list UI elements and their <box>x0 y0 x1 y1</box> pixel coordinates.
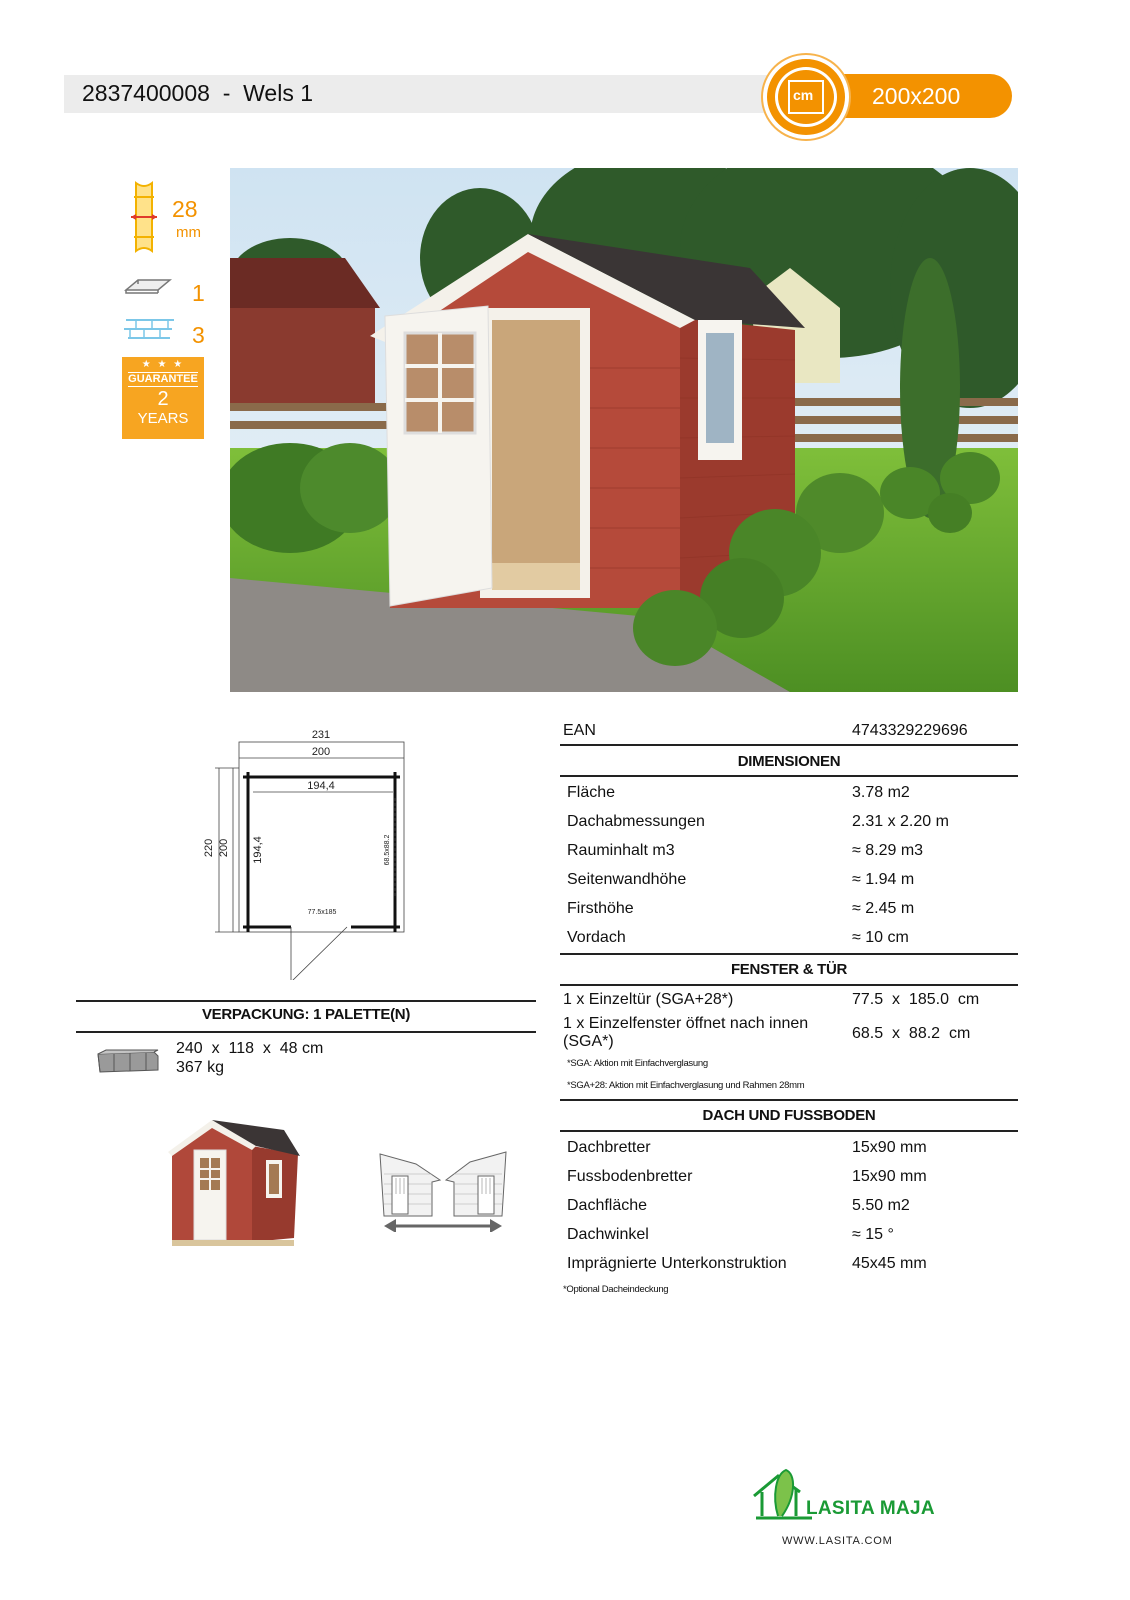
pallet-icon <box>94 1048 160 1074</box>
dimension-value: 3.78 m2 <box>852 784 910 801</box>
packaging-title: VERPACKUNG: 1 PALETTE(N) <box>201 1006 411 1023</box>
table-rule <box>560 744 1018 746</box>
dimension-value: ≈ 10 cm <box>852 929 909 946</box>
roof-shingle-icon <box>124 316 176 342</box>
roof-label: Dachfläche <box>567 1197 648 1214</box>
table-rule <box>560 953 1018 955</box>
roof-label: Imprägnierte Unterkonstruktion <box>567 1255 787 1272</box>
roof-label: Dachwinkel <box>567 1226 649 1243</box>
door-count: 1 <box>192 280 205 306</box>
floorplan-room-depth: 194,4 <box>252 836 264 864</box>
roof-value: ≈ 15 ° <box>852 1226 894 1243</box>
wall-thickness-value: 28 <box>172 196 198 222</box>
floorplan-inner-depth: 200 <box>218 838 230 858</box>
openings-title: FENSTER & TÜR <box>730 961 848 978</box>
packaging-weight: 367 kg <box>176 1059 225 1076</box>
floorplan-outer-width: 231 <box>311 729 331 741</box>
product-photo <box>230 168 1018 692</box>
guarantee-badge <box>122 357 204 439</box>
brand-url[interactable]: WWW.LASITA.COM <box>782 1535 893 1547</box>
dimensions-title: DIMENSIONEN <box>737 753 841 770</box>
note-sga28: *SGA+28: Aktion mit Einfachverglasung und Rahmen 28mm <box>567 1080 805 1091</box>
size-icon-text: cm <box>793 87 814 103</box>
note-roofing: *Optional Dacheindeckung <box>563 1284 669 1295</box>
table-rule <box>560 1130 1018 1132</box>
floorplan-diagram <box>195 720 425 980</box>
shed-thumbnail <box>168 1118 303 1248</box>
dimension-label: Firsthöhe <box>567 900 634 917</box>
guarantee-years: 2 <box>157 388 169 410</box>
window-spec-label-2: (SGA*) <box>563 1033 614 1050</box>
dimension-label: Seitenwandhöhe <box>567 871 687 888</box>
floorplan-window-size: 68.5x88.2 <box>384 834 391 866</box>
table-rule <box>560 775 1018 777</box>
guarantee-label: GUARANTEE <box>128 373 198 385</box>
door-spec-value: 77.5 x 185.0 cm <box>852 991 980 1008</box>
brand-name: LASITA MAJA <box>806 1498 935 1519</box>
roof-label: Fussbodenbretter <box>567 1168 693 1185</box>
packaging-rule-top <box>76 1000 536 1002</box>
dimension-value: ≈ 1.94 m <box>852 871 915 888</box>
roof-label: Dachbretter <box>567 1139 651 1156</box>
dimension-label: Vordach <box>567 929 626 946</box>
door-icon <box>124 276 172 294</box>
packaging-dimensions: 240 x 118 x 48 cm <box>176 1040 324 1057</box>
packaging-rule-bottom <box>76 1031 536 1033</box>
ean-label: EAN <box>563 722 596 739</box>
door-spec-label: 1 x Einzeltür (SGA+28*) <box>563 991 734 1008</box>
window-spec-label: 1 x Einzelfenster öffnet nach innen <box>563 1015 809 1032</box>
floorplan-door-size: 77.5x185 <box>307 909 337 916</box>
size-icon <box>763 55 849 139</box>
roof-value: 45x45 mm <box>852 1255 927 1272</box>
dimension-value: 2.31 x 2.20 m <box>852 813 949 830</box>
house-logo-icon <box>752 1466 812 1522</box>
wall-thickness-unit: mm <box>176 224 201 241</box>
dimension-value: ≈ 8.29 m3 <box>852 842 924 859</box>
star-icons: ★ ★ ★ <box>141 359 185 370</box>
roof-floor-title: DACH UND FUSSBODEN <box>702 1107 876 1124</box>
window-spec-value: 68.5 x 88.2 cm <box>852 1025 971 1042</box>
ean-value: 4743329229696 <box>852 722 968 739</box>
floorplan-outer-depth: 220 <box>203 838 215 858</box>
note-sga: *SGA: Aktion mit Einfachverglasung <box>567 1058 708 1069</box>
roof-value: 15x90 mm <box>852 1168 927 1185</box>
guarantee-years-label: YEARS <box>137 410 189 427</box>
mirror-layout-icon <box>378 1146 508 1232</box>
roof-value: 5.50 m2 <box>852 1197 910 1214</box>
product-title: 2837400008 - Wels 1 <box>82 80 314 106</box>
dimension-label: Fläche <box>567 784 616 801</box>
dimension-label: Dachabmessungen <box>567 813 705 830</box>
floorplan-room-width: 194,4 <box>307 780 335 792</box>
table-rule <box>560 1099 1018 1101</box>
wall-thickness-icon <box>128 181 160 253</box>
floorplan-inner-width: 200 <box>311 746 331 758</box>
dimension-label: Rauminhalt m3 <box>567 842 675 859</box>
roof-value: 15x90 mm <box>852 1139 927 1156</box>
roof-shingle-count: 3 <box>192 322 205 348</box>
dimension-value: ≈ 2.45 m <box>852 900 915 917</box>
size-label: 200x200 <box>872 83 961 109</box>
table-rule <box>560 984 1018 986</box>
